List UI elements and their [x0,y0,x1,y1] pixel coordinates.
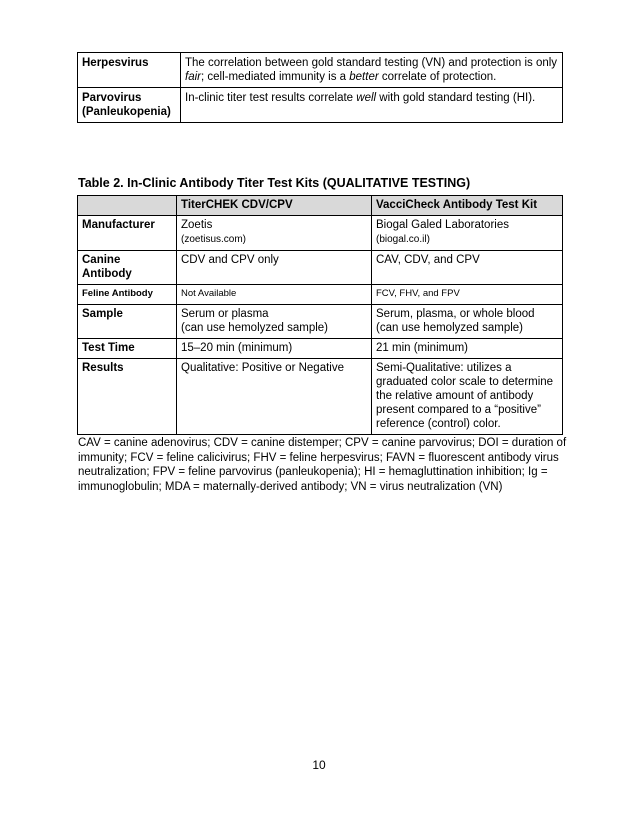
sample-vaccicheck [372,305,563,339]
row-label-feline-antibody: Feline Antibody [78,285,177,305]
label-line: Antibody [82,268,132,280]
table-header-row [78,196,563,216]
manufacturer-vaccicheck [372,216,563,251]
herpesvirus-description [181,53,563,88]
text-segment: In-clinic titer test results correlate [185,92,357,104]
page-number: 10 [312,758,326,772]
canine-vaccicheck: CAV, CDV, and CPV [372,251,563,285]
text-segment: with gold standard testing (HI). [376,92,536,104]
row-label-test-time: Test Time [78,339,177,359]
feline-titercheck: Not Available [177,285,372,305]
manufacturer-name: Zoetis [181,219,213,231]
manufacturer-titercheck [177,216,372,251]
abbreviations-paragraph [78,436,568,494]
table-row [78,251,563,285]
feline-vaccicheck: FCV, FHV, and FPV [372,285,563,305]
text-line: (can use hemolyzed sample) [376,322,524,334]
italic-better: better [349,71,379,83]
table-row [78,359,563,435]
text-line: (can use hemolyzed sample) [181,322,329,334]
text-line: present compared to a “positive” [376,404,541,416]
italic-well: well [356,92,377,104]
header-empty-cell [78,196,177,216]
label-line: (Panleukopenia) [82,106,171,118]
parvovirus-description [181,88,563,123]
table-row [78,53,563,88]
text-line: reference (control) color. [376,418,501,430]
row-label-canine-antibody [78,251,177,285]
results-titercheck: Qualitative: Positive or Negative [177,359,372,435]
italic-fair: fair [185,71,201,83]
manufacturer-website: (zoetisus.com) [181,234,247,245]
paragraph-line: neutralization; FPV = feline parvovirus (panleukopenia); HI = hemagluttination inhibition; Ig = [78,466,548,478]
header-titercheck: TiterCHEK CDV/CPV [177,196,372,216]
paragraph-line: immunity; FCV = feline calicivirus; FHV = feline herpesvirus; FAVN = fluorescent antibody virus [78,451,559,464]
text-segment: ; cell-mediated immunity is a [200,71,350,83]
label-line: Parvovirus [82,92,142,104]
table-row [78,285,563,305]
paragraph-line: immunoglobulin; MDA = maternally-derived antibody; VN = virus neutralization (VN) [78,480,503,493]
row-label-herpesvirus: Herpesvirus [78,53,181,88]
sample-titercheck [177,305,372,339]
canine-titercheck: CDV and CPV only [177,251,372,285]
row-label-sample: Sample [78,305,177,339]
test-time-titercheck: 15–20 min (minimum) [177,339,372,359]
table-row [78,339,563,359]
titer-test-kits-table [77,195,563,435]
text-segment: The correlation between gold standard testing (VN) and protection is only [185,57,558,69]
text-line: Serum or plasma [181,308,269,320]
text-line: the relative amount of antibody [376,390,534,402]
table-row [78,305,563,339]
manufacturer-website: (biogal.co.il) [376,234,430,245]
table-row [78,216,563,251]
header-vaccicheck: VacciCheck Antibody Test Kit [372,196,563,216]
text-segment: correlate of protection. [378,71,497,83]
label-line: Canine [82,254,121,266]
results-vaccicheck [372,359,563,435]
text-line: Serum, plasma, or whole blood [376,308,535,320]
text-line: graduated color scale to determine [376,376,554,388]
paragraph-line: CAV = canine adenovirus; CDV = canine distemper; CPV = canine parvovirus; DOI = duration of [78,437,567,449]
row-label-manufacturer: Manufacturer [78,216,177,251]
table-2-title: Table 2. In-Clinic Antibody Titer Test Kits (QUALITATIVE TESTING) [78,176,471,190]
row-label-parvovirus [78,88,181,123]
correlation-table [77,52,563,123]
test-time-vaccicheck: 21 min (minimum) [372,339,563,359]
text-line: Semi-Qualitative: utilizes a [376,362,512,374]
manufacturer-name: Biogal Galed Laboratories [376,219,509,231]
row-label-results: Results [78,359,177,435]
table-row [78,88,563,123]
